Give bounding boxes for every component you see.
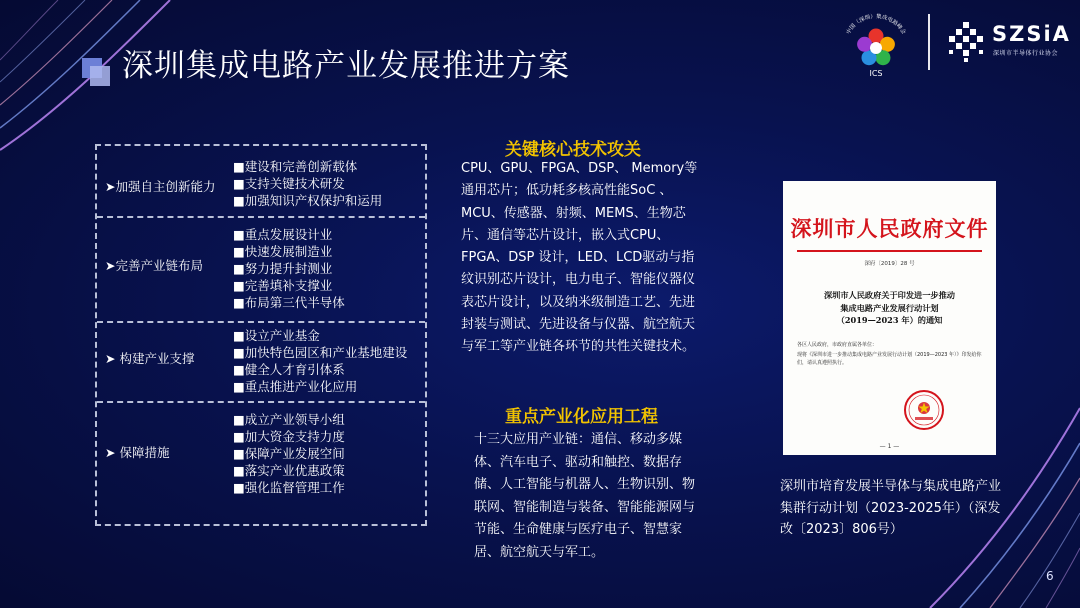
measure-items bbox=[233, 411, 345, 496]
document-subject-line: 深圳市人民政府关于印发进一步推动 bbox=[823, 290, 955, 300]
measure-category: ➤ 构建产业支撑 bbox=[105, 351, 195, 366]
document-salutation: 各区人民政府，市政府直属各单位： bbox=[797, 342, 878, 348]
document-subject-line: 集成电路产业发展行动计划 bbox=[840, 302, 939, 313]
measure-category: ➤完善产业链布局 bbox=[105, 258, 203, 273]
measure-item: ■努力提升封测业 bbox=[233, 261, 333, 276]
measure-divider bbox=[97, 321, 425, 323]
measure-item: ■设立产业基金 bbox=[233, 328, 320, 343]
ics-logo-text: ICS bbox=[869, 69, 883, 78]
measure-item: ■加强知识产权保护和运用 bbox=[233, 193, 383, 208]
title-bullet-icon bbox=[82, 58, 108, 84]
ics-logo-ring-text: 中国（深圳）集成电路峰会 bbox=[845, 13, 907, 36]
key-apps-body: 十三大应用产业链：通信、移动多媒体、汽车电子、驱动和触控、数据存储、人工智能与机器人、生物识别、物联网、智能制造与装备、智能能源网与节能、生命健康与医疗电子、智慧家居、航空航天与军工。 bbox=[474, 432, 696, 560]
measure-category: ➤加强自主创新能力 bbox=[105, 179, 216, 194]
slide-number: 6 bbox=[1046, 569, 1054, 583]
measure-item: ■强化监督管理工作 bbox=[233, 480, 345, 495]
measure-item: ■重点发展设计业 bbox=[233, 227, 333, 242]
document-red-rule bbox=[797, 250, 982, 252]
document-header: 深圳市人民政府文件 bbox=[790, 216, 989, 241]
measure-item: ■保障产业发展空间 bbox=[233, 446, 345, 461]
measure-item: ■落实产业优惠政策 bbox=[233, 463, 345, 478]
measure-item: ■健全人才育引体系 bbox=[233, 362, 345, 377]
key-tech-heading: 关键核心技术攻关 bbox=[505, 140, 641, 160]
document-subject bbox=[797, 289, 982, 327]
measure-divider bbox=[97, 401, 425, 403]
page-title: 深圳集成电路产业发展推进方案 bbox=[122, 48, 570, 84]
document-subject-line: （2019—2023 年）的通知 bbox=[836, 315, 943, 325]
document-caption: 深圳市培育发展半导体与集成电路产业集群行动计划（2023-2025年）（深发改〔2023〕806号） bbox=[780, 479, 1002, 537]
measure-items bbox=[233, 158, 382, 209]
measure-item: ■加快特色园区和产业基地建设 bbox=[233, 345, 408, 360]
measure-item: ■支持关键技术研发 bbox=[233, 176, 345, 191]
measure-item: ■成立产业领导小组 bbox=[233, 412, 345, 427]
government-document-image bbox=[783, 181, 996, 455]
logo-divider bbox=[928, 14, 930, 70]
szsia-logo-mark bbox=[944, 20, 988, 64]
measure-item: ■布局第三代半导体 bbox=[233, 295, 345, 310]
measures-panel bbox=[95, 144, 427, 526]
document-text: 现将《深圳市进一步推动集成电路产业发展行动计划（2019—2023 年）》印发给你们，请认真遵照执行。 bbox=[797, 352, 982, 366]
key-tech-body: CPU、GPU、FPGA、DSP、 Memory等通用芯片；低功耗多核高性能SoC 、MCU、传感器、射频、MEMS、生物芯片、通信等芯片设计，嵌入式CPU、FPGA、DSP 设计，LED、LCD驱动与指纹识别芯片设计，电力电子、智能仪器仪表芯片设计，以及纳米级制造工艺、先进封装与测试、先进设备与仪器、航空航天与军工等产业链各环节的共性关键技术。 bbox=[461, 161, 698, 355]
measure-items bbox=[233, 327, 407, 395]
official-seal-icon bbox=[903, 389, 945, 431]
measure-item: ■重点推进产业化应用 bbox=[233, 379, 358, 394]
measure-item: ■加大资金支持力度 bbox=[233, 429, 345, 444]
szsia-logo-subtitle: 深圳市半导体行业协会 bbox=[993, 50, 1059, 57]
measure-item: ■建设和完善创新载体 bbox=[233, 159, 358, 174]
document-number: 深府〔2019〕28 号 bbox=[864, 261, 915, 267]
szsia-logo-name: SZSiA bbox=[992, 22, 1071, 46]
measure-item: ■快速发展制造业 bbox=[233, 244, 333, 259]
measure-items bbox=[233, 226, 345, 311]
measure-category: ➤ 保障措施 bbox=[105, 445, 170, 460]
key-apps-heading: 重点产业化应用工程 bbox=[505, 407, 658, 427]
document-page-number: — 1 — bbox=[879, 443, 900, 450]
ics-summit-logo bbox=[836, 10, 916, 80]
measure-divider bbox=[97, 216, 425, 218]
measure-item: ■完善填补支撑业 bbox=[233, 278, 333, 293]
